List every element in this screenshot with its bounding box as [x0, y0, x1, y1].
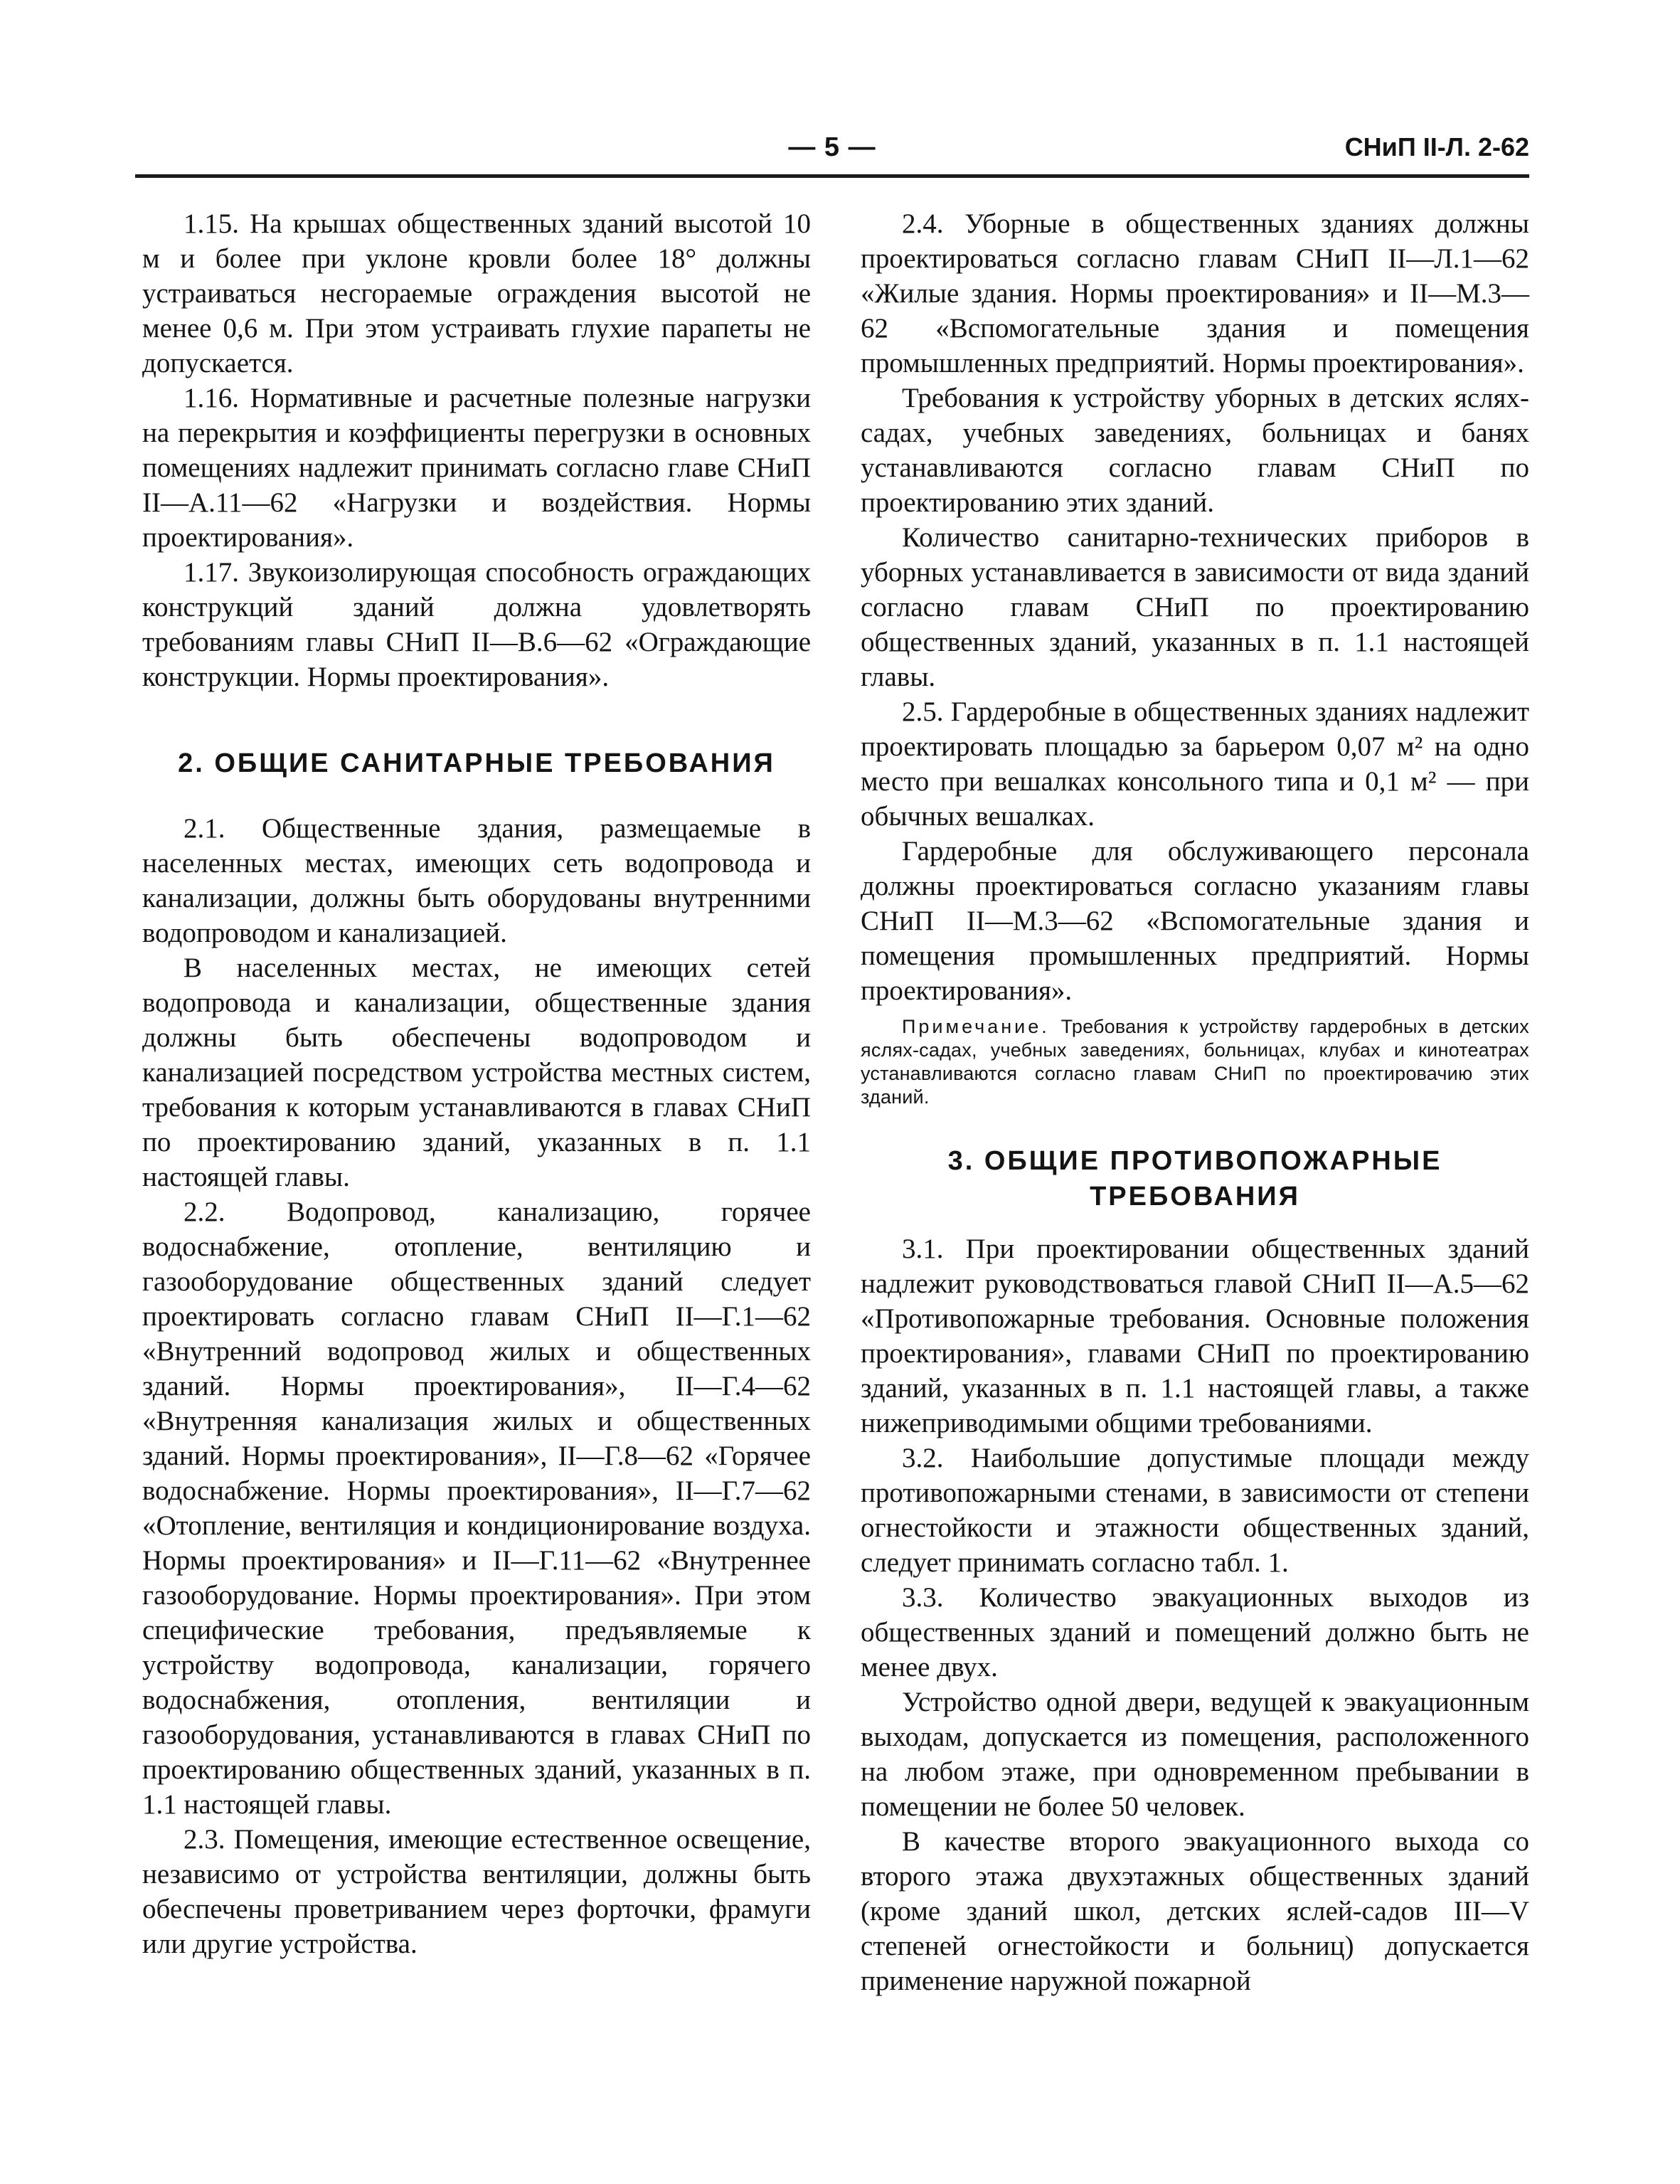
right-column — [861, 206, 1529, 1998]
paragraph-3-2: 3.2. Наибольшие допустимые площади между противопожарными стенами, в зависимости от степени огнестойкости и этажности общественных зданий, следует принимать согласно табл. 1. — [861, 1443, 1529, 1578]
section-3-heading — [861, 1143, 1529, 1214]
note-label: Примечание. — [902, 1016, 1050, 1037]
paragraph-2-2: 2.2. Водопровод, канализацию, горячее водоснабжение, отопление, вентиляцию и газооборудование общественных зданий следует проектировать согласно главам СНиП II—Г.1—62 «Внутренний водопровод жилых и общественных зданий. Нормы проектирования», II—Г.4—62 «Внутренняя канализация жилых и общественных зданий. Нормы проектирования», II—Г.8—62 «Горячее водоснабжение. Нормы проектирования», II—Г.7—62 «Отопление, вентиляция и кондиционирование воздуха. Нормы проектирования» и II—Г.11—62 «Внутреннее газооборудование. Нормы проектирования». При этом специфические требования, предъявляемые к устройству водопровода, канализации, горячего водоснабжения, отопления, вентиляции и газооборудования, устанавливаются в главах СНиП по проектированию общественных зданий, указанных в п. 1.1 настоящей главы. — [142, 1197, 811, 1820]
section-3-heading-line2: ТРЕБОВАНИЯ — [1090, 1182, 1300, 1212]
left-column — [142, 206, 811, 1961]
paragraph-2-1-cont: В населенных местах, не имеющих сетей водопровода и канализации, общественные здания должны быть обеспечены водопроводом и канализацией посредством устройства местных систем, требования к которым устанавливаются в главах СНиП по проектированию зданий, указанных в п. 1.1 настоящей главы. — [142, 953, 811, 1192]
paragraph-2-4: 2.4. Уборные в общественных зданиях должны проектироваться согласно главам СНиП II—Л.1—62 «Жилые здания. Нормы проектирования» и II—М.3—62 «Вспомогательные здания и помещения промышленных предприятий. Нормы проектирования». — [861, 208, 1529, 378]
paragraph-2-4-cont: Требования к устройству уборных в детских яслях-садах, учебных заведениях, больницах и банях устанавливаются согласно главам СНиП по проектированию этих зданий. — [861, 383, 1529, 518]
paragraph-1-15: 1.15. На крышах общественных зданий высотой 10 м и более при уклоне кровли более 18° должны устраиваться несгораемые ограждения высотой не менее 0,6 м. При этом устраивать глухие парапеты не допускается. — [142, 208, 811, 378]
paragraph-1-17: 1.17. Звукоизолирующая способность ограждающих конструкций зданий должна удовлетворять требованиям главы СНиП II—В.6—62 «Ограждающие конструкции. Нормы проектирования». — [142, 557, 811, 692]
header-rule — [135, 174, 1529, 178]
section-3-heading-line1: 3. ОБЩИЕ ПРОТИВОПОЖАРНЫЕ — [947, 1146, 1442, 1176]
paragraph-2-5: 2.5. Гардеробные в общественных зданиях надлежит проектировать площадью за барьером 0,07 м² на одно место при вешалках консольного типа и 0,1 м² — при обычных вешалках. — [861, 696, 1529, 832]
page-header — [135, 132, 1529, 172]
paragraph-2-5-cont: Гардеробные для обслуживающего персонала должны проектироваться согласно указаниям главы СНиП II—М.3—62 «Вспомогательные здания и помещения промышленных предприятий. Нормы проектирования». — [861, 836, 1529, 1006]
note — [861, 1015, 1529, 1109]
paragraph-3-3-cont: Устройство одной двери, ведущей к эвакуационным выходам, допускается из помещения, расположенного на любом этаже, при одновременном пребывании в помещении не более 50 человек. — [861, 1687, 1529, 1822]
paragraph-2-4-devices: Количество санитарно-технических приборов в уборных устанавливается в зависимости от вида зданий согласно главам СНиП по проектированию общественных зданий, указанных в п. 1.1 настоящей главы. — [861, 522, 1529, 692]
paragraph-2-3: 2.3. Помещения, имеющие естественное освещение, независимо от устройства вентиляции, должны быть обеспечены проветриванием через форточки, фрамуги или другие устройства. — [142, 1824, 811, 1959]
paragraph-3-3-second-exit: В качестве второго эвакуационного выхода со второго этажа двухэтажных общественных зданий (кроме зданий школ, детских яслей-садов III—V степеней огнестойкости и больниц) допускается применение наружной пожарной — [861, 1826, 1529, 1996]
paragraph-3-1: 3.1. При проектировании общественных зданий надлежит руководствоваться главой СНиП II—А.5—62 «Противопожарные требования. Основные положения проектирования», главами СНиП по проектированию зданий, указанных в п. 1.1 настоящей главы, а также нижеприводимыми общими требованиями. — [861, 1234, 1529, 1438]
note-text: Требования к устройству гардеробных в детских яслях-садах, учебных заведениях, больницах, клубах и кинотеатрах устанавливаются согласно главам СНиП по проектировачию этих зданий. — [861, 1016, 1529, 1108]
paragraph-1-16: 1.16. Нормативные и расчетные полезные нагрузки на перекрытия и коэффициенты перегрузки в основных помещениях надлежит принимать согласно главе СНиП II—А.11—62 «Нагрузки и воздействия. Нормы проектирования». — [142, 383, 811, 553]
document-code: СНиП II-Л. 2-62 — [1344, 132, 1529, 161]
paragraph-3-3: 3.3. Количество эвакуационных выходов из общественных зданий и помещений должно быть не менее двух. — [861, 1582, 1529, 1682]
page-number: — 5 — — [788, 132, 876, 162]
section-2-heading: 2. ОБЩИЕ САНИТАРНЫЕ ТРЕБОВАНИЯ — [178, 748, 775, 778]
paragraph-2-1: 2.1. Общественные здания, размещаемые в населенных местах, имеющих сеть водопровода и канализации, должны быть оборудованы внутренними водопроводом и канализацией. — [142, 813, 811, 948]
